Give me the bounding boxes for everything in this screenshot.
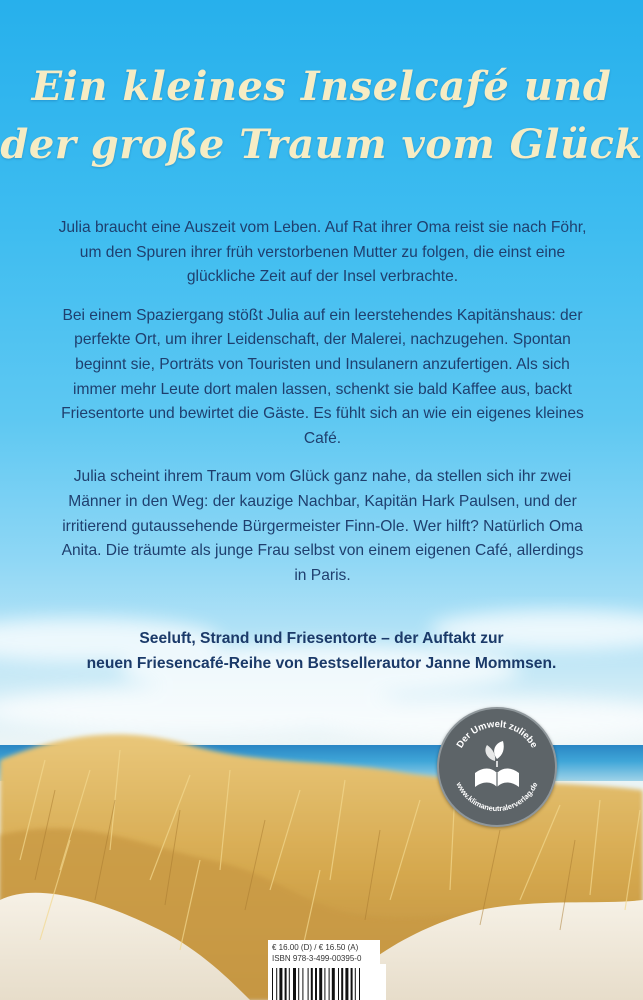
price-text: € 16.00 (D) / € 16.50 (A) — [272, 943, 359, 952]
blurb-paragraph-2: Bei einem Spaziergang stößt Julia auf ein leerstehendes Kapitänshaus: der perfekte Ort, um ihrer Leidenschaft, der Malerei, nachzugehen. Spontan beginnt sie, Porträts von Touristen und Insulanern anzufertigen. Als sich immer mehr Leute dort malen lassen, schenkt sie bald Kaffee aus, backt Friesentorte und bewirtet die Gäste. Es fühlt sich an wie ein eigenes kleines Café. — [61, 306, 584, 447]
blurb-paragraph-1: Julia braucht eine Auszeit vom Leben. Auf Rat ihrer Oma reist sie nach Föhr, um den Spuren ihrer früh verstorbenen Mutter zu folgen, die einst eine glückliche Zeit auf der Insel verbrachte. — [58, 219, 587, 286]
badge-top-text: Der Umwelt zuliebe — [454, 718, 540, 751]
tagline — [30, 626, 613, 676]
blurb-paragraph-3: Julia scheint ihrem Traum vom Glück ganz nahe, da stellen sich ihr zwei Männer in den Weg: der kauzige Nachbar, Kapitän Hark Paulsen, und der irritierend gutaussehende Bürgermeister Finn-Ole. Wer hilft? Natürlich Oma Anita. Die träumte als junge Frau selbst von einem eigenen Café, allerdings in Paris. — [61, 468, 584, 584]
headline-line-1: Ein kleines Inselcafé und — [31, 63, 612, 110]
book-leaf-icon — [475, 741, 519, 787]
headline-line-2: der große Traum vom Glück — [0, 121, 643, 168]
isbn-text: ISBN 978-3-499-00395-0 — [272, 954, 362, 963]
badge-bottom-text: www.klimaneutralerverlag.de — [454, 780, 540, 814]
headline — [0, 58, 643, 174]
climate-neutral-badge — [437, 707, 557, 827]
barcode — [268, 964, 386, 1000]
blurb-text — [55, 216, 590, 602]
tagline-line-1: Seeluft, Strand und Friesentorte – der Auftakt zur — [139, 630, 504, 647]
tagline-line-2: neuen Friesencafé-Reihe von Bestsellerautor Janne Mommsen. — [86, 655, 557, 672]
